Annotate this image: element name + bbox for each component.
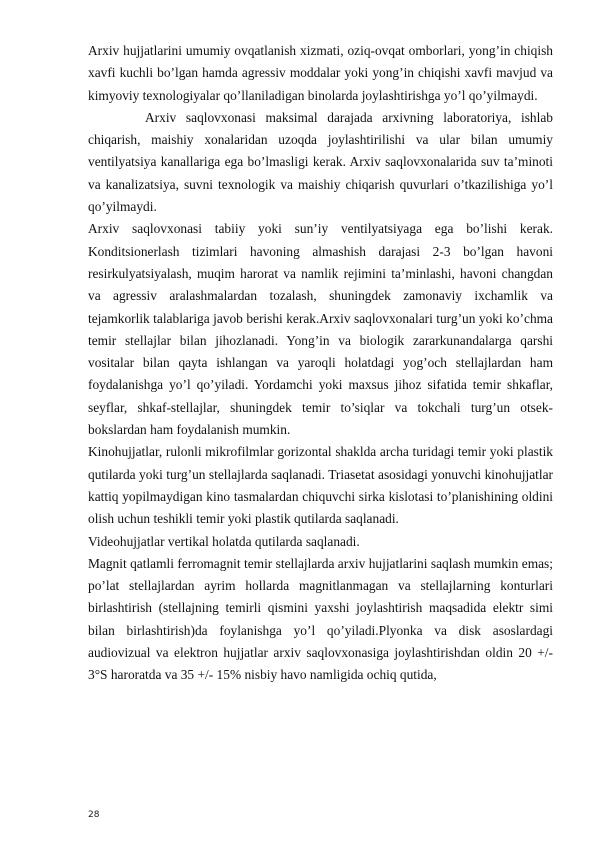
page-number: 28	[88, 810, 100, 820]
paragraph-5: Videohujjatlar vertikal holatda qutilarda saqlanadi.	[88, 533, 360, 549]
paragraph-4: Kinohujjatlar, rulonli mikrofilmlar gorizontal shaklda archa turidagi temir yoki plastik qutilarda yoki turg’un stellajlarda saqlanadi. Triasetat asosidagi yonuvchi kinohujjatlar kattiq yopilmaydigan kino tasmalardan chiquvchi sirka kislotasi to’planishining oldini olish uchun teshikli temir yoki plastik qutilarda saqlanadi.	[88, 444, 553, 527]
paragraph-6: Magnit qatlamli ferromagnit temir stellajlarda arxiv hujjatlarini saqlash mumkin emas; po’lat stellajlardan ayrim hollarda magnitlanmagan va stellajlarning konturlari birlashtirish (stellajning temirli qismini yaxshi joylashtirish maqsadida elektr simi bilan birlashtirish)da foylanishga yo’l qo’yiladi.Plyonka va disk asoslardagi audiovizual va elektron hujjatlar arxiv saqlovxonasiga joylashtirishdan oldin 20 +/- 3°S haroratda va 35 +/- 15% nisbiy havo namligida ochiq qutida,	[88, 555, 553, 683]
paragraph-3: Arxiv saqlovxonasi tabiiy yoki sun’iy ventilyatsiyaga ega bo’lishi kerak. Konditsionerlash tizimlari havoning almashish darajasi 2-3 bo’lgan havoni resirkulyatsiyalash, muqim harorat va namlik rejimini ta’minlashi, havoni changdan va agressiv aralashmalardan tozalash, shuningdek zamonaviy ixchamlik va tejamkorlik talablariga javob berishi kerak.Arxiv saqlovxonalari turg’un yoki ko’chma temir stellajlar bilan jihozlanadi. Yong’in va biologik zararkunandalarga qarshi vositalar bilan qayta ishlangan va yaroqli holatdagi yog’och stellajlardan ham foydalanishga yo’l qo’yiladi. Yordamchi yoki maxsus jihoz sifatida temir shkaflar, seyflar, shkaf-stellajlar, shuningdek temir to’siqlar va tokchali turg’un otsek-bokslardan ham foydalanish mumkin.	[88, 221, 553, 438]
paragraph-1: Arxiv hujjatlarini umumiy ovqatlanish xizmati, oziq-ovqat omborlari, yong’in chiqish xavfi kuchli bo’lgan hamda agressiv moddalar yoki yong’in chiqishi xavfi mavjud va kimyoviy texnologiyalar qo’llaniladigan binolarda joylashtirishga yo’l qo’yilmaydi.	[88, 43, 553, 103]
paragraph-2: Arxiv saqlovxonasi maksimal darajada arxivning laboratoriya, ishlab chiqarish, maishiy xonalaridan uzoqda joylashtirilishi va ular bilan umumiy ventilyatsiya kanallariga ega bo’lmasligi kerak. Arxiv saqlovxonalarida suv ta’minoti va kanalizatsiya, suvni texnologik va maishiy chiqarish quvurlari o’tkazilishiga yo’l qo’yilmaydi.	[88, 109, 553, 215]
document-body	[88, 40, 553, 687]
